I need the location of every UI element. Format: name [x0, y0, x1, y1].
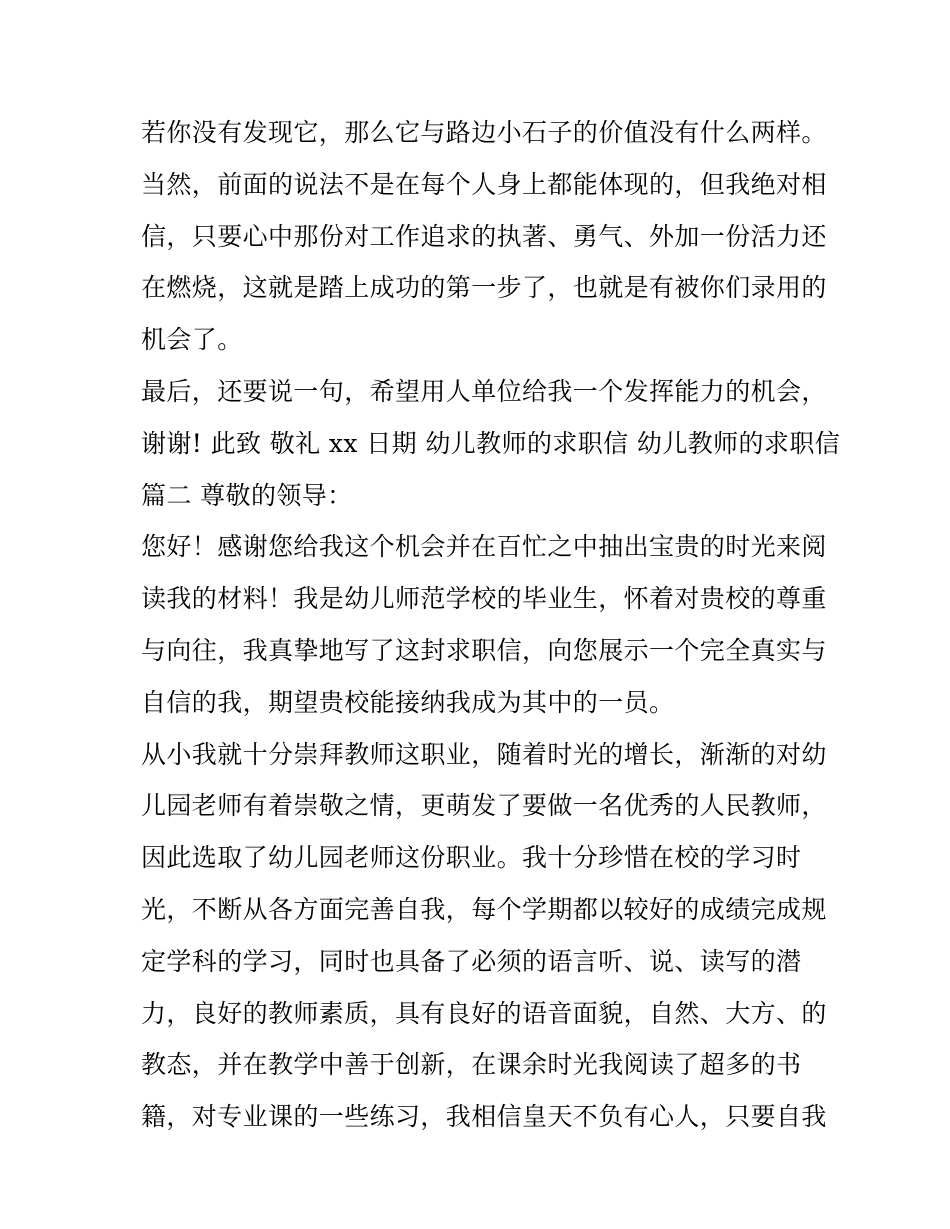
text-line: 信，只要心中那份对工作追求的执著、勇气、外加一份活力还: [141, 221, 827, 251]
text-line: 光，不断从各方面完善自我，每个学期都以较好的成绩完成规: [141, 894, 827, 924]
text-line: 籍，对专业课的一些练习，我相信皇天不负有心人，只要自我: [141, 1102, 827, 1132]
text-line: 当然，前面的说法不是在每个人身上都能体现的，但我绝对相: [141, 169, 827, 199]
text-line: 篇二 尊敬的领导：: [141, 480, 353, 510]
text-line: 力，良好的教师素质，具有良好的语音面貌，自然、大方、的: [141, 998, 827, 1028]
text-line: 与向往，我真挚地写了这封求职信，向您展示一个完全真实与: [141, 635, 827, 665]
text-line: 因此选取了幼儿园老师这份职业。我十分珍惜在校的学习时: [141, 843, 802, 873]
text-line: 儿园老师有着崇敬之情，更萌发了要做一名优秀的人民教师，: [141, 791, 827, 821]
text-line: 从小我就十分崇拜教师这职业，随着时光的增长，渐渐的对幼: [141, 739, 827, 769]
text-line: 教态，并在教学中善于创新，在课余时光我阅读了超多的书: [141, 1050, 802, 1080]
text-line: 谢谢! 此致 敬礼 xx 日期 幼儿教师的求职信 幼儿教师的求职信: [141, 428, 841, 458]
text-line: 定学科的学习，同时也具备了必须的语言听、说、读写的潜: [141, 946, 802, 976]
document-body: [141, 107, 841, 1143]
text-line: 最后，还要说一句，希望用人单位给我一个发挥能力的机会，: [141, 376, 827, 406]
text-line: 若你没有发现它，那么它与路边小石子的价值没有什么两样。: [141, 118, 827, 147]
text-line: 机会了。: [141, 325, 243, 355]
text-line: 在燃烧，这就是踏上成功的第一步了，也就是有被你们录用的: [141, 273, 827, 303]
text-line: 自信的我，期望贵校能接纳我成为其中的一员。: [141, 687, 675, 717]
text-line: 读我的材料！我是幼儿师范学校的毕业生，怀着对贵校的尊重: [141, 584, 827, 614]
text-line: 您好！感谢您给我这个机会并在百忙之中抽出宝贵的时光来阅: [141, 532, 827, 562]
